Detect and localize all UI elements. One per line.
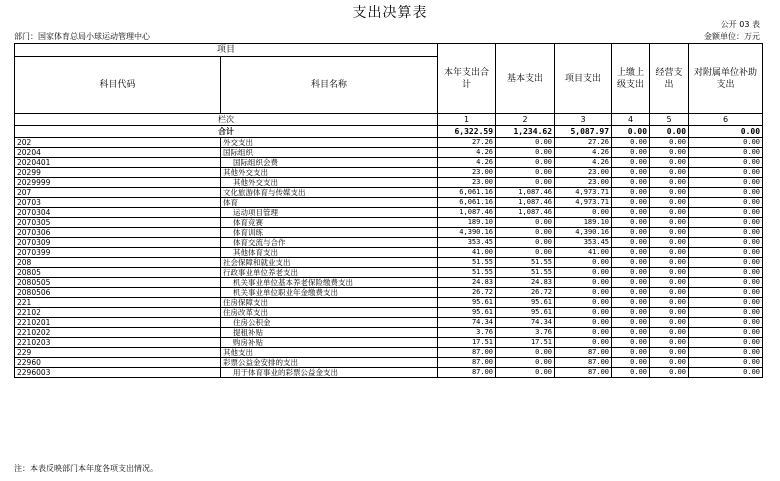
- subject-name: 机关事业单位基本养老保险缴费支出: [221, 278, 438, 288]
- subject-name: 住房改革支出: [221, 308, 438, 318]
- table-row: [15, 298, 763, 308]
- amount-cell: 0.00: [689, 198, 763, 208]
- table-row: [15, 158, 763, 168]
- subject-name: 体育训练: [221, 228, 438, 238]
- amount-cell: 0.00: [612, 348, 650, 358]
- amount-cell: 0.00: [612, 148, 650, 158]
- subject-name: 运动项目管理: [221, 208, 438, 218]
- amount-cell: 0.00: [612, 258, 650, 268]
- table-row: [15, 208, 763, 218]
- amount-cell: 4.26: [438, 148, 496, 158]
- amount-cell: 0.00: [612, 168, 650, 178]
- subject-code: 20703: [15, 198, 221, 208]
- table-row: [15, 178, 763, 188]
- amount-cell: 0.00: [555, 298, 612, 308]
- amount-cell: 0.00: [689, 258, 763, 268]
- subject-code: 2070305: [15, 218, 221, 228]
- amount-cell: 0.00: [555, 278, 612, 288]
- amount-cell: 0.00: [650, 178, 689, 188]
- amount-cell: 87.00: [438, 368, 496, 378]
- table-row: [15, 228, 763, 238]
- amount-cell: 0.00: [612, 228, 650, 238]
- subject-code: 2210202: [15, 328, 221, 338]
- amount-cell: 4,973.71: [555, 188, 612, 198]
- amount-cell: 0.00: [496, 358, 555, 368]
- table-row: [15, 358, 763, 368]
- amount-cell: 0.00: [612, 298, 650, 308]
- subject-name: 其他外交支出: [221, 178, 438, 188]
- amount-cell: 0.00: [689, 188, 763, 198]
- amount-cell: 41.00: [555, 248, 612, 258]
- amount-cell: 0.00: [689, 248, 763, 258]
- amount-cell: 95.61: [438, 308, 496, 318]
- table-row: [15, 338, 763, 348]
- amount-cell: 23.00: [438, 168, 496, 178]
- col-num: 2: [496, 114, 555, 126]
- amount-cell: 3.76: [438, 328, 496, 338]
- amount-cell: 0.00: [650, 248, 689, 258]
- column-number-row: [15, 114, 763, 126]
- amount-cell: 74.34: [496, 318, 555, 328]
- total-value: 6,322.59: [438, 126, 496, 138]
- page-title: 支出决算表: [352, 5, 428, 21]
- amount-cell: 0.00: [650, 348, 689, 358]
- amount-cell: 0.00: [689, 288, 763, 298]
- subject-name: 社会保障和就业支出: [221, 258, 438, 268]
- total-value: 0.00: [650, 126, 689, 138]
- amount-cell: 0.00: [612, 358, 650, 368]
- amount-cell: 0.00: [612, 138, 650, 148]
- amount-cell: 0.00: [612, 218, 650, 228]
- subject-code: 229: [15, 348, 221, 358]
- subject-code: 221: [15, 298, 221, 308]
- amount-cell: 0.00: [689, 228, 763, 238]
- expenditure-table: [14, 43, 763, 378]
- subject-name: 行政事业单位养老支出: [221, 268, 438, 278]
- amount-cell: 0.00: [689, 278, 763, 288]
- subject-name: 文化旅游体育与传媒支出: [221, 188, 438, 198]
- subject-name: 外交支出: [221, 138, 438, 148]
- amount-cell: 0.00: [650, 318, 689, 328]
- amount-cell: 0.00: [612, 318, 650, 328]
- amount-cell: 0.00: [555, 258, 612, 268]
- amount-cell: 0.00: [689, 218, 763, 228]
- amount-cell: 4,390.16: [555, 228, 612, 238]
- amount-cell: 0.00: [650, 338, 689, 348]
- amount-cell: 0.00: [650, 208, 689, 218]
- amount-cell: 0.00: [496, 238, 555, 248]
- amount-cell: 0.00: [555, 268, 612, 278]
- header-name: 科目名称: [221, 57, 438, 114]
- amount-cell: 4,390.16: [438, 228, 496, 238]
- amount-cell: 189.10: [555, 218, 612, 228]
- amount-cell: 0.00: [555, 308, 612, 318]
- header-col-total: 本年支出合计: [438, 44, 496, 114]
- subject-name: 其他支出: [221, 348, 438, 358]
- table-row: [15, 148, 763, 158]
- amount-cell: 0.00: [689, 208, 763, 218]
- subject-name: 住房保障支出: [221, 298, 438, 308]
- amount-cell: 3.76: [496, 328, 555, 338]
- amount-cell: 23.00: [555, 168, 612, 178]
- subject-code: 2029999: [15, 178, 221, 188]
- total-value: 0.00: [612, 126, 650, 138]
- subject-code: 20299: [15, 168, 221, 178]
- amount-cell: 0.00: [650, 188, 689, 198]
- total-row: [15, 126, 763, 138]
- amount-cell: 0.00: [612, 308, 650, 318]
- amount-cell: 0.00: [496, 248, 555, 258]
- table-row: [15, 188, 763, 198]
- amount-cell: 27.26: [555, 138, 612, 148]
- amount-cell: 74.34: [438, 318, 496, 328]
- footnote: 注：本表反映部门本年度各项支出情况。: [14, 464, 158, 473]
- amount-cell: 0.00: [612, 368, 650, 378]
- amount-cell: 1,087.46: [496, 208, 555, 218]
- amount-cell: 0.00: [496, 348, 555, 358]
- header-col-basic: 基本支出: [496, 44, 555, 114]
- amount-cell: 0.00: [612, 338, 650, 348]
- amount-cell: 0.00: [612, 238, 650, 248]
- amount-cell: 0.00: [650, 288, 689, 298]
- amount-cell: 1,087.46: [496, 198, 555, 208]
- amount-cell: 0.00: [555, 338, 612, 348]
- subject-code: 207: [15, 188, 221, 198]
- amount-cell: 0.00: [689, 338, 763, 348]
- amount-cell: 95.61: [496, 308, 555, 318]
- amount-cell: 87.00: [555, 368, 612, 378]
- amount-cell: 0.00: [689, 298, 763, 308]
- total-value: 1,234.62: [496, 126, 555, 138]
- table-row: [15, 318, 763, 328]
- amount-cell: 0.00: [689, 138, 763, 148]
- amount-cell: 0.00: [689, 318, 763, 328]
- amount-cell: 87.00: [438, 358, 496, 368]
- amount-cell: 0.00: [612, 188, 650, 198]
- department-label: 部门：国家体育总局小球运动管理中心: [14, 32, 150, 41]
- amount-cell: 0.00: [612, 208, 650, 218]
- total-value: 5,087.97: [555, 126, 612, 138]
- form-number: 公开 03 表: [720, 20, 760, 29]
- table-row: [15, 218, 763, 228]
- amount-cell: 95.61: [496, 298, 555, 308]
- amount-cell: 0.00: [496, 168, 555, 178]
- amount-cell: 27.26: [438, 138, 496, 148]
- subject-name: 国际组织: [221, 148, 438, 158]
- table-row: [15, 238, 763, 248]
- subject-code: 2070304: [15, 208, 221, 218]
- table-row: [15, 168, 763, 178]
- amount-cell: 0.00: [650, 328, 689, 338]
- header-item-group: 项目: [15, 44, 438, 57]
- subject-code: 22960: [15, 358, 221, 368]
- amount-cell: 4.26: [438, 158, 496, 168]
- subject-name: 住房公积金: [221, 318, 438, 328]
- col-num: 5: [650, 114, 689, 126]
- subject-code: 2070399: [15, 248, 221, 258]
- amount-cell: 0.00: [650, 158, 689, 168]
- amount-cell: 0.00: [496, 218, 555, 228]
- amount-cell: 0.00: [689, 178, 763, 188]
- subject-name: 体育交流与合作: [221, 238, 438, 248]
- header-col-business: 经营支出: [650, 44, 689, 114]
- amount-cell: 0.00: [612, 278, 650, 288]
- amount-cell: 0.00: [650, 238, 689, 248]
- amount-cell: 1,087.46: [496, 188, 555, 198]
- amount-cell: 4.26: [555, 158, 612, 168]
- amount-cell: 0.00: [650, 278, 689, 288]
- subject-name: 购房补贴: [221, 338, 438, 348]
- table-row: [15, 248, 763, 258]
- amount-cell: 87.00: [555, 348, 612, 358]
- subject-code: 2070306: [15, 228, 221, 238]
- amount-cell: 24.83: [438, 278, 496, 288]
- amount-cell: 23.00: [438, 178, 496, 188]
- amount-cell: 41.00: [438, 248, 496, 258]
- amount-cell: 0.00: [650, 218, 689, 228]
- amount-cell: 0.00: [612, 268, 650, 278]
- amount-cell: 24.83: [496, 278, 555, 288]
- total-value: 0.00: [689, 126, 763, 138]
- table-row: [15, 288, 763, 298]
- col-num: 4: [612, 114, 650, 126]
- amount-cell: 0.00: [650, 268, 689, 278]
- header-code: 科目代码: [15, 57, 221, 114]
- header-col-remit: 上缴上级支出: [612, 44, 650, 114]
- table-row: [15, 198, 763, 208]
- amount-cell: 0.00: [612, 248, 650, 258]
- amount-cell: 0.00: [612, 328, 650, 338]
- amount-cell: 0.00: [650, 198, 689, 208]
- amount-cell: 1,087.46: [438, 208, 496, 218]
- amount-cell: 0.00: [650, 358, 689, 368]
- table-row: [15, 138, 763, 148]
- col-num: 3: [555, 114, 612, 126]
- table-row: [15, 308, 763, 318]
- amount-cell: 0.00: [689, 238, 763, 248]
- amount-cell: 0.00: [496, 148, 555, 158]
- subject-code: 2210201: [15, 318, 221, 328]
- header-col-project: 项目支出: [555, 44, 612, 114]
- subject-code: 2080505: [15, 278, 221, 288]
- subject-name: 彩票公益金安排的支出: [221, 358, 438, 368]
- subject-code: 208: [15, 258, 221, 268]
- subject-name: 机关事业单位职业年金缴费支出: [221, 288, 438, 298]
- subject-code: 202: [15, 138, 221, 148]
- amount-cell: 0.00: [650, 168, 689, 178]
- col-num: 6: [689, 114, 763, 126]
- amount-cell: 0.00: [496, 178, 555, 188]
- amount-cell: 0.00: [555, 328, 612, 338]
- subject-name: 体育: [221, 198, 438, 208]
- amount-cell: 0.00: [612, 158, 650, 168]
- amount-cell: 0.00: [496, 158, 555, 168]
- amount-cell: 51.55: [438, 258, 496, 268]
- amount-cell: 0.00: [496, 228, 555, 238]
- amount-cell: 0.00: [689, 358, 763, 368]
- subject-name: 提租补贴: [221, 328, 438, 338]
- total-label: 合计: [15, 126, 438, 138]
- amount-cell: 51.55: [438, 268, 496, 278]
- amount-cell: 95.61: [438, 298, 496, 308]
- amount-cell: 0.00: [612, 178, 650, 188]
- amount-cell: 0.00: [555, 208, 612, 218]
- subject-name: 用于体育事业的彩票公益金支出: [221, 368, 438, 378]
- amount-cell: 0.00: [555, 318, 612, 328]
- subject-name: 国际组织会费: [221, 158, 438, 168]
- amount-cell: 0.00: [650, 298, 689, 308]
- subject-code: 2070309: [15, 238, 221, 248]
- amount-cell: 0.00: [689, 268, 763, 278]
- amount-cell: 0.00: [689, 168, 763, 178]
- subject-code: 2020401: [15, 158, 221, 168]
- amount-cell: 0.00: [689, 368, 763, 378]
- amount-cell: 6,061.16: [438, 188, 496, 198]
- amount-cell: 26.72: [438, 288, 496, 298]
- subject-code: 22102: [15, 308, 221, 318]
- amount-cell: 23.00: [555, 178, 612, 188]
- amount-cell: 0.00: [650, 368, 689, 378]
- col-num: 1: [438, 114, 496, 126]
- header-col-subsidy: 对附属单位补助支出: [689, 44, 763, 114]
- amount-cell: 353.45: [555, 238, 612, 248]
- amount-cell: 0.00: [555, 288, 612, 298]
- amount-cell: 17.51: [438, 338, 496, 348]
- row-label: 栏次: [15, 114, 438, 126]
- amount-cell: 4.26: [555, 148, 612, 158]
- amount-cell: 0.00: [612, 288, 650, 298]
- amount-cell: 17.51: [496, 338, 555, 348]
- amount-cell: 0.00: [650, 308, 689, 318]
- table-row: [15, 258, 763, 268]
- amount-cell: 87.00: [438, 348, 496, 358]
- amount-cell: 87.00: [555, 358, 612, 368]
- currency-unit-label: 金额单位：万元: [704, 32, 760, 41]
- table-row: [15, 368, 763, 378]
- subject-code: 2080506: [15, 288, 221, 298]
- table-row: [15, 348, 763, 358]
- amount-cell: 0.00: [496, 138, 555, 148]
- amount-cell: 0.00: [650, 148, 689, 158]
- amount-cell: 0.00: [689, 148, 763, 158]
- subject-name: 其他体育支出: [221, 248, 438, 258]
- table-row: [15, 328, 763, 338]
- amount-cell: 0.00: [496, 368, 555, 378]
- amount-cell: 51.55: [496, 268, 555, 278]
- amount-cell: 4,973.71: [555, 198, 612, 208]
- amount-cell: 0.00: [689, 158, 763, 168]
- amount-cell: 353.45: [438, 238, 496, 248]
- amount-cell: 51.55: [496, 258, 555, 268]
- amount-cell: 0.00: [612, 198, 650, 208]
- table-row: [15, 278, 763, 288]
- amount-cell: 0.00: [689, 328, 763, 338]
- amount-cell: 0.00: [650, 258, 689, 268]
- amount-cell: 0.00: [689, 308, 763, 318]
- amount-cell: 189.10: [438, 218, 496, 228]
- amount-cell: 0.00: [650, 228, 689, 238]
- amount-cell: 0.00: [689, 348, 763, 358]
- subject-code: 20204: [15, 148, 221, 158]
- table-row: [15, 268, 763, 278]
- subject-name: 体育竞赛: [221, 218, 438, 228]
- amount-cell: 0.00: [650, 138, 689, 148]
- subject-code: 2210203: [15, 338, 221, 348]
- subject-code: 20805: [15, 268, 221, 278]
- subject-code: 2296003: [15, 368, 221, 378]
- amount-cell: 6,061.16: [438, 198, 496, 208]
- amount-cell: 26.72: [496, 288, 555, 298]
- subject-name: 其他外交支出: [221, 168, 438, 178]
